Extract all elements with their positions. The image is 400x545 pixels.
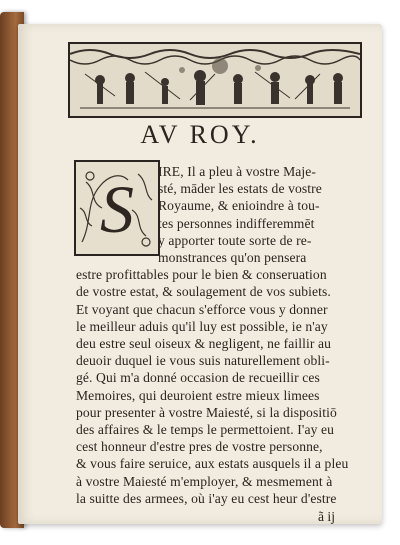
text-line: estre profittables pour le bien & conseruation <box>76 267 327 283</box>
text-line: tes personnes indifferemmēt <box>158 215 315 231</box>
text-line: Et voyant que chacun s'efforce vous y donner <box>76 301 328 317</box>
text-line: Memoires, qui deuroient estre mieux limees <box>76 387 320 403</box>
text-line: monstrances qu'on pensera <box>158 250 307 265</box>
text-line: des affaires & le temps le permettoient. I'ay eu <box>76 422 335 437</box>
book-page <box>18 24 382 524</box>
text-line: & vous faire seruice, aux estats ausquels il a pleu <box>76 456 349 472</box>
text-line: à vostre Maiesté m'employer, & mesmement à <box>76 473 333 489</box>
woodcut-headpiece <box>68 42 362 118</box>
text-line: gé. Qui m'a donné occasion de recueillir ces <box>76 370 320 386</box>
text-line: pour presenter à vostre Maiesté, si la dispositiō <box>76 404 337 420</box>
text-line: sté, māder les estats de vostre <box>158 181 322 197</box>
page-title: AV ROY. <box>140 120 260 149</box>
text-line: cest honneur d'estre pres de vostre personne, <box>76 439 323 455</box>
text-line: deuoir duquel ie vous suis naturellement obli- <box>76 353 330 369</box>
text-line: de vostre estat, & soulagement de vos subiets. <box>76 284 331 300</box>
text-line: IRE, Il a pleu à vostre Maje- <box>158 164 317 179</box>
text-line: Royaume, & enioindre à tou- <box>158 198 320 214</box>
text-line: y apporter toute sorte de re- <box>158 232 312 248</box>
text-line: le meilleur aduis qu'il luy est possible, ie n'ay <box>76 318 328 334</box>
initial-letter: S <box>100 171 134 247</box>
text-line: deu estre seul oiseux & negligent, ne faillir au <box>76 336 332 351</box>
signature-mark: ã ij <box>318 509 335 524</box>
text-line: la suitte des armees, où i'ay eu cest heur d'estre <box>76 490 337 506</box>
decorated-initial <box>74 160 160 256</box>
